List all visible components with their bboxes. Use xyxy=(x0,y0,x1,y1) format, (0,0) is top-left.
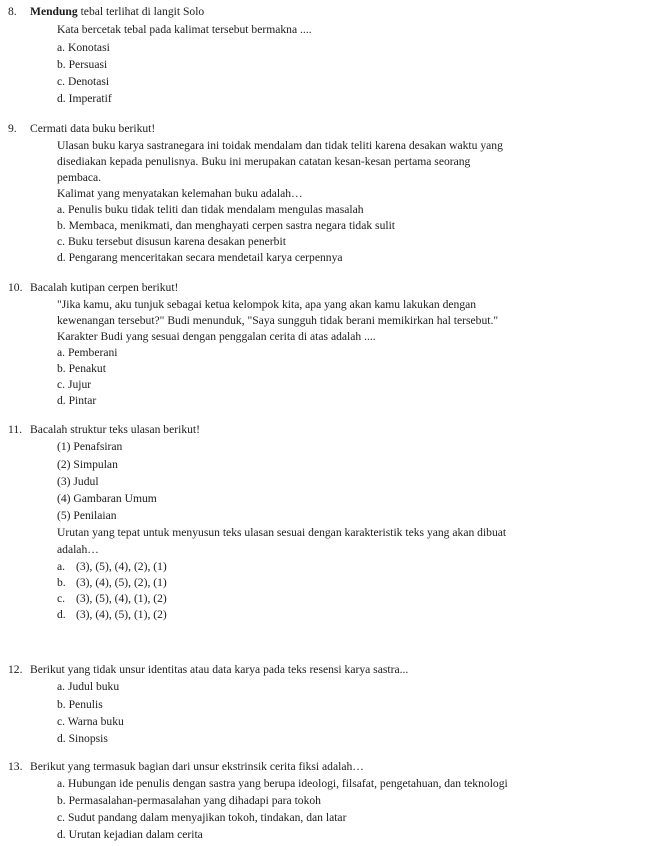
question-10-passage-line-2: kewenangan tersebut?" Budi menunduk, "Saya sungguh tidak berani memikirkan hal tersebut." xyxy=(57,314,499,327)
option-text: (3), (4), (5), (1), (2) xyxy=(76,608,167,621)
question-12-number: 12. xyxy=(8,663,23,676)
question-11-item-3: (3) Judul xyxy=(57,475,99,488)
option-text: (3), (5), (4), (1), (2) xyxy=(76,592,167,605)
question-9-stem xyxy=(8,122,155,136)
question-11-option-b[interactable] xyxy=(57,576,167,590)
question-9-passage-line-3: pembaca. xyxy=(57,171,102,184)
question-11-option-c[interactable] xyxy=(57,592,167,606)
question-10-prompt: Karakter Budi yang sesuai dengan penggalan cerita di atas adalah .... xyxy=(57,330,376,343)
question-12-option-c[interactable]: c. Warna buku xyxy=(57,715,124,728)
question-8-option-a[interactable]: a. Konotasi xyxy=(57,41,110,54)
question-13-stem xyxy=(8,760,364,774)
question-11-stem xyxy=(8,423,200,437)
question-9-stem-text: Cermati data buku berikut! xyxy=(30,122,156,135)
question-9-option-a[interactable]: a. Penulis buku tidak teliti dan tidak mendalam mengulas masalah xyxy=(57,203,364,216)
question-11-item-5: (5) Penilaian xyxy=(57,509,117,522)
question-11-option-a[interactable] xyxy=(57,560,167,574)
question-11-option-d[interactable] xyxy=(57,608,167,622)
question-13-stem-text: Berikut yang termasuk bagian dari unsur ekstrinsik cerita fiksi adalah… xyxy=(30,760,364,773)
question-10-option-a[interactable]: a. Pemberani xyxy=(57,346,118,359)
question-12-stem-text: Berikut yang tidak unsur identitas atau data karya pada teks resensi karya sastra... xyxy=(30,663,409,676)
question-8-bold-word: Mendung xyxy=(30,5,78,18)
question-10-number: 10. xyxy=(8,281,23,294)
question-13-number: 13. xyxy=(8,760,23,773)
question-9-number: 9. xyxy=(8,122,17,135)
question-13-option-a[interactable]: a. Hubungan ide penulis dengan sastra yang berupa ideologi, filsafat, pengetahuan, dan teknologi xyxy=(57,777,508,790)
question-12-option-b[interactable]: b. Penulis xyxy=(57,698,103,711)
question-9-option-b[interactable]: b. Membaca, menikmati, dan menghayati cerpen sastra negara tidak sulit xyxy=(57,219,396,232)
question-8-stem-text: tebal terlihat di langit Solo xyxy=(77,5,205,18)
question-12-stem xyxy=(8,663,408,677)
question-9-option-c[interactable]: c. Buku tersebut disusun karena desakan penerbit xyxy=(57,235,286,248)
option-letter: c. xyxy=(57,592,66,605)
question-11-prompt-line-1: Urutan yang tepat untuk menyusun teks ulasan sesuai dengan karakteristik teks yang akan dibuat xyxy=(57,526,507,539)
question-10-stem-text: Bacalah kutipan cerpen berikut! xyxy=(30,281,179,294)
question-9-option-d[interactable]: d. Pengarang menceritakan secara mendetail karya cerpennya xyxy=(57,251,343,264)
question-8-option-d[interactable]: d. Imperatif xyxy=(57,92,112,105)
question-9-prompt: Kalimat yang menyatakan kelemahan buku adalah… xyxy=(57,187,303,200)
question-10-passage-line-1: "Jika kamu, aku tunjuk sebagai ketua kelompok kita, apa yang akan kamu lakukan dengan xyxy=(57,298,477,311)
question-8-prompt: Kata bercetak tebal pada kalimat tersebut bermakna .... xyxy=(57,23,312,36)
question-10-option-d[interactable]: d. Pintar xyxy=(57,394,97,407)
question-12-option-d[interactable]: d. Sinopsis xyxy=(57,732,108,745)
question-11-prompt-line-2: adalah… xyxy=(57,543,99,556)
question-10-stem xyxy=(8,281,178,295)
question-8-stem xyxy=(8,5,204,19)
question-13-option-b[interactable]: b. Permasalahan-permasalahan yang dihadapi para tokoh xyxy=(57,794,321,807)
option-text: (3), (5), (4), (2), (1) xyxy=(76,560,167,573)
option-letter: a. xyxy=(57,560,66,573)
question-11-item-4: (4) Gambaran Umum xyxy=(57,492,157,505)
question-10-option-b[interactable]: b. Penakut xyxy=(57,362,106,375)
option-letter: d. xyxy=(57,608,66,621)
question-8-option-b[interactable]: b. Persuasi xyxy=(57,58,108,71)
question-9-passage-line-2: disediakan kepada penulisnya. Buku ini merupakan catatan kesan-kesan pertama seorang xyxy=(57,155,471,168)
question-13-option-d[interactable]: d. Urutan kejadian dalam cerita xyxy=(57,828,203,841)
question-12-option-a[interactable]: a. Judul buku xyxy=(57,680,120,693)
question-11-item-2: (2) Simpulan xyxy=(57,458,118,471)
option-letter: b. xyxy=(57,576,66,589)
question-11-number: 11. xyxy=(8,423,23,436)
question-11-item-1: (1) Penafsiran xyxy=(57,440,123,453)
option-text: (3), (4), (5), (2), (1) xyxy=(76,576,167,589)
question-10-option-c[interactable]: c. Jujur xyxy=(57,378,92,391)
question-13-option-c[interactable]: c. Sudut pandang dalam menyajikan tokoh, tindakan, dan latar xyxy=(57,811,347,824)
question-8-option-c[interactable]: c. Denotasi xyxy=(57,75,110,88)
question-8-number: 8. xyxy=(8,5,17,18)
question-9-passage-line-1: Ulasan buku karya sastranegara ini toidak mendalam dan tidak teliti karena desakan waktu yang xyxy=(57,139,503,152)
question-11-stem-text: Bacalah struktur teks ulasan berikut! xyxy=(30,423,200,436)
